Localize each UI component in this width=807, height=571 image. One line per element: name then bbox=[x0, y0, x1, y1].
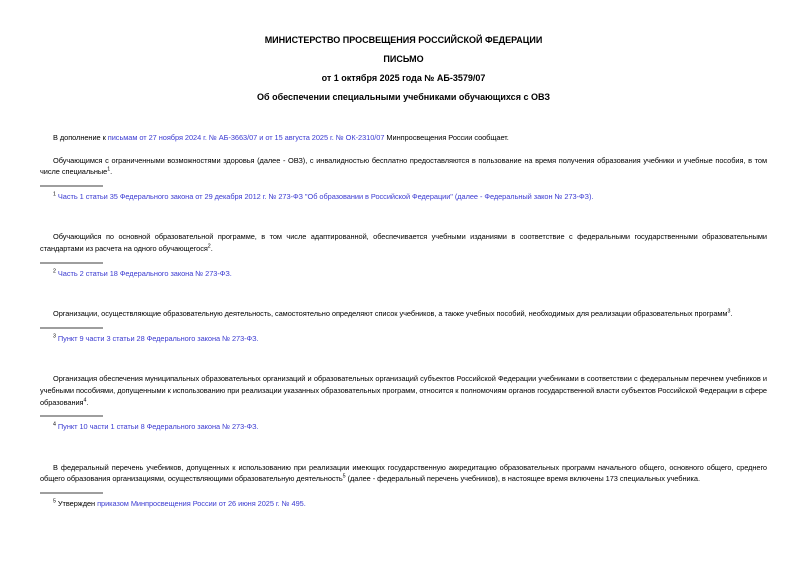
footnote-block-3 bbox=[40, 327, 767, 345]
footnote-marker: 2 bbox=[53, 268, 56, 275]
paragraph-municipal-supply bbox=[40, 373, 767, 408]
footnote-separator bbox=[40, 415, 103, 417]
footnote-marker: 4 bbox=[53, 421, 56, 428]
text-run: . bbox=[86, 397, 89, 407]
paragraph-intro bbox=[40, 132, 767, 144]
footnote-5 bbox=[40, 498, 767, 510]
paragraph-org-textbook-list bbox=[40, 308, 767, 320]
document-header bbox=[40, 31, 767, 107]
paragraph-editions-standards bbox=[40, 231, 767, 254]
footnote-block-5 bbox=[40, 492, 767, 510]
text-run: Организации, осуществляющие образовательную деятельность, самостоятельно определяют список учебников, а также учебных пособий, необходимых для реализации образовательных программ bbox=[53, 309, 728, 319]
text-run: Минпросвещения России сообщает. bbox=[384, 133, 509, 142]
footnote-marker: 3 bbox=[727, 308, 731, 315]
legal-reference-link[interactable]: письмам от 27 ноября 2024 г. № АБ-3663/07 и от 15 августа 2025 г. № ОК-2310/07 bbox=[107, 133, 385, 142]
text-run: Обучающимся с ограниченными возможностями здоровья (далее - ОВЗ), с инвалидностью бесплатно предоставляются в пользование на время получения образования учебники и учебные пособия, в том числе специальные bbox=[40, 155, 767, 177]
footnote-4 bbox=[40, 421, 767, 433]
footnote-marker: 3 bbox=[53, 333, 56, 340]
footnote-marker: 1 bbox=[53, 191, 56, 198]
document-type: ПИСЬМО bbox=[383, 54, 424, 64]
footnote-separator bbox=[40, 185, 103, 187]
text-run: . bbox=[110, 167, 113, 177]
footnote-3 bbox=[40, 333, 767, 345]
ministry-name: МИНИСТЕРСТВО ПРОСВЕЩЕНИЯ РОССИЙСКОЙ ФЕДЕРАЦИИ bbox=[264, 35, 543, 45]
paragraph-ovz-provision bbox=[40, 155, 767, 178]
footnote-block-1 bbox=[40, 185, 767, 203]
text-run: Обучающийся по основной образовательной программе, в том числе адаптированной, обеспечивается учебными изданиями в соответствие с федеральными государственными образовательными стандартами из расчета на одного обучающегося bbox=[40, 232, 767, 253]
footnote-separator bbox=[40, 327, 103, 329]
footnote-marker: 5 bbox=[342, 473, 346, 480]
footnote-separator bbox=[40, 492, 103, 494]
legal-reference-link[interactable]: Пункт 10 части 1 статьи 8 Федерального закона № 273-ФЗ. bbox=[57, 422, 259, 432]
text-run: . bbox=[210, 243, 213, 253]
footnote-marker: 2 bbox=[207, 243, 211, 250]
text-run: Организация обеспечения муниципальных образовательных организаций и образовательных организаций субъектов Российской Федерации учебниками в соответствии с федеральным перечнем учебников и учебными пособиями, допущенными к использованию при реализации указанных образовательных программ, относится к полномочиям органов государственной власти субъектов Российской Федерации в сфере образования bbox=[40, 374, 767, 407]
footnote-block-2 bbox=[40, 262, 767, 280]
footnote-marker: 4 bbox=[83, 397, 87, 404]
footnote-2 bbox=[40, 268, 767, 280]
footnote-block-4 bbox=[40, 415, 767, 433]
footnote-1 bbox=[40, 191, 767, 203]
document-date-number: от 1 октября 2025 года № АБ-3579/07 bbox=[321, 73, 486, 83]
footnote-marker: 5 bbox=[53, 498, 56, 505]
text-run: . bbox=[730, 309, 733, 319]
footnote-marker: 1 bbox=[107, 166, 111, 173]
legal-reference-link[interactable]: Пункт 9 части 3 статьи 28 Федерального закона № 273-ФЗ. bbox=[57, 333, 259, 343]
legal-reference-link[interactable]: Часть 1 статьи 35 Федерального закона от 29 декабря 2012 г. № 273-ФЗ "Об образовании в Российской Федерации" (далее - Федеральный закон № 273-ФЗ). bbox=[57, 191, 594, 201]
footnote-separator bbox=[40, 262, 103, 264]
paragraph-federal-list bbox=[40, 462, 767, 485]
text-run: (далее - федеральный перечень учебников), в настоящее время включены 173 специальных учебника. bbox=[345, 474, 700, 484]
legal-reference-link[interactable]: приказом Минпросвещения России от 26 июня 2025 г. № 495. bbox=[97, 498, 306, 508]
document-body bbox=[40, 132, 767, 510]
text-run: Утвержден bbox=[55, 498, 98, 508]
text-run: В федеральный перечень учебников, допущенных к использованию при реализации имеющих государственную аккредитацию образовательных программ начального общего, основного общего, среднего общего образования организациями, осуществляющими образовательную деятельность bbox=[40, 462, 767, 484]
text-run: В дополнение к bbox=[53, 133, 108, 142]
document-subject: Об обеспечении специальными учебниками обучающихся с ОВЗ bbox=[257, 92, 550, 102]
legal-reference-link[interactable]: Часть 2 статьи 18 Федерального закона № 273-ФЗ. bbox=[57, 268, 232, 278]
